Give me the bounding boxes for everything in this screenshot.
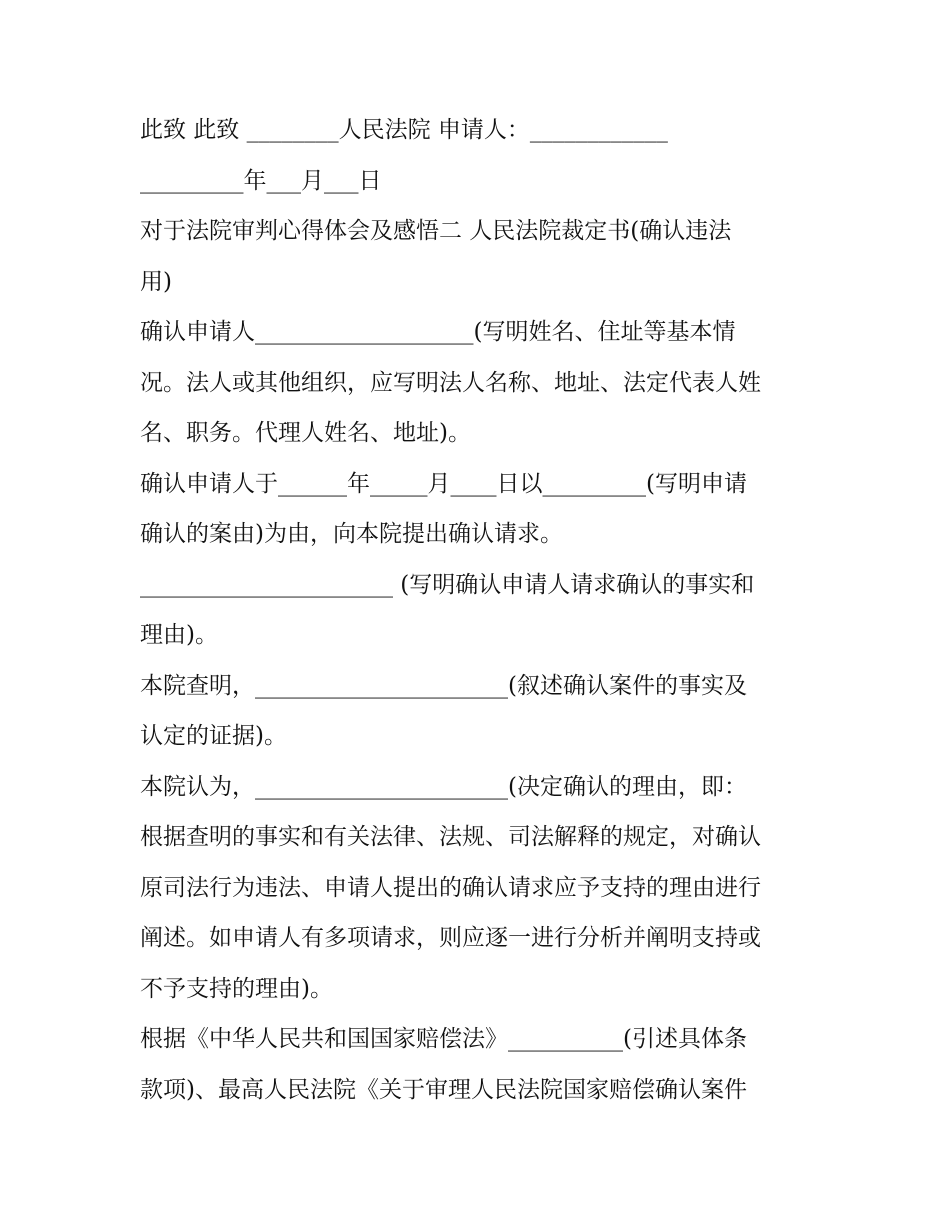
text-line-findings: 本院查明，______________________(叙述确认案件的事实及: [140, 672, 747, 699]
text-line: 况。法人或其他组织，应写明法人名称、地址、法定代表人姓: [140, 369, 761, 396]
text-line-date: _________年___月___日: [140, 167, 382, 194]
text-line-legal-basis: 根据《中华人民共和国国家赔偿法》__________(引述具体条: [140, 1026, 747, 1052]
text-line: 理由)。: [140, 622, 218, 648]
text-line: 款项)、最高人民法院《关于审理人民法院国家赔偿确认案件: [140, 1076, 747, 1103]
text-line-applicant: 确认申请人___________________(写明姓名、住址等基本情: [140, 319, 736, 345]
text-line-opinion: 本院认为，______________________(决定确认的理由，即：: [140, 773, 747, 800]
text-line: 名、职务。代理人姓名、地址)。: [140, 420, 471, 446]
text-line: 阐述。如申请人有多项请求，则应逐一进行分析并阐明支持或: [140, 925, 761, 951]
text-line: 认定的证据)。: [140, 723, 287, 749]
text-line: 根据查明的事实和有关法律、法规、司法解释的规定，对确认: [140, 824, 761, 850]
text-line-title: 对于法院审判心得体会及感悟二 人民法院裁定书(确认违法: [140, 218, 732, 244]
text-line: 确认的案由)为由，向本院提出确认请求。: [140, 521, 563, 547]
text-line: 用): [140, 268, 172, 295]
text-line-closing: 此致 此致 ________人民法院 申请人：____________: [140, 117, 668, 143]
text-line-facts-claim: ______________________ (写明确认申请人请求确认的事实和: [140, 571, 755, 598]
text-line: 不予支持的理由)。: [140, 975, 333, 1002]
text-line-application-date: 确认申请人于______年_____月____日以_________(写明申请: [140, 470, 747, 497]
text-line: 原司法行为违法、申请人提出的确认请求应予支持的理由进行: [140, 874, 761, 901]
document-body: [140, 105, 820, 1115]
